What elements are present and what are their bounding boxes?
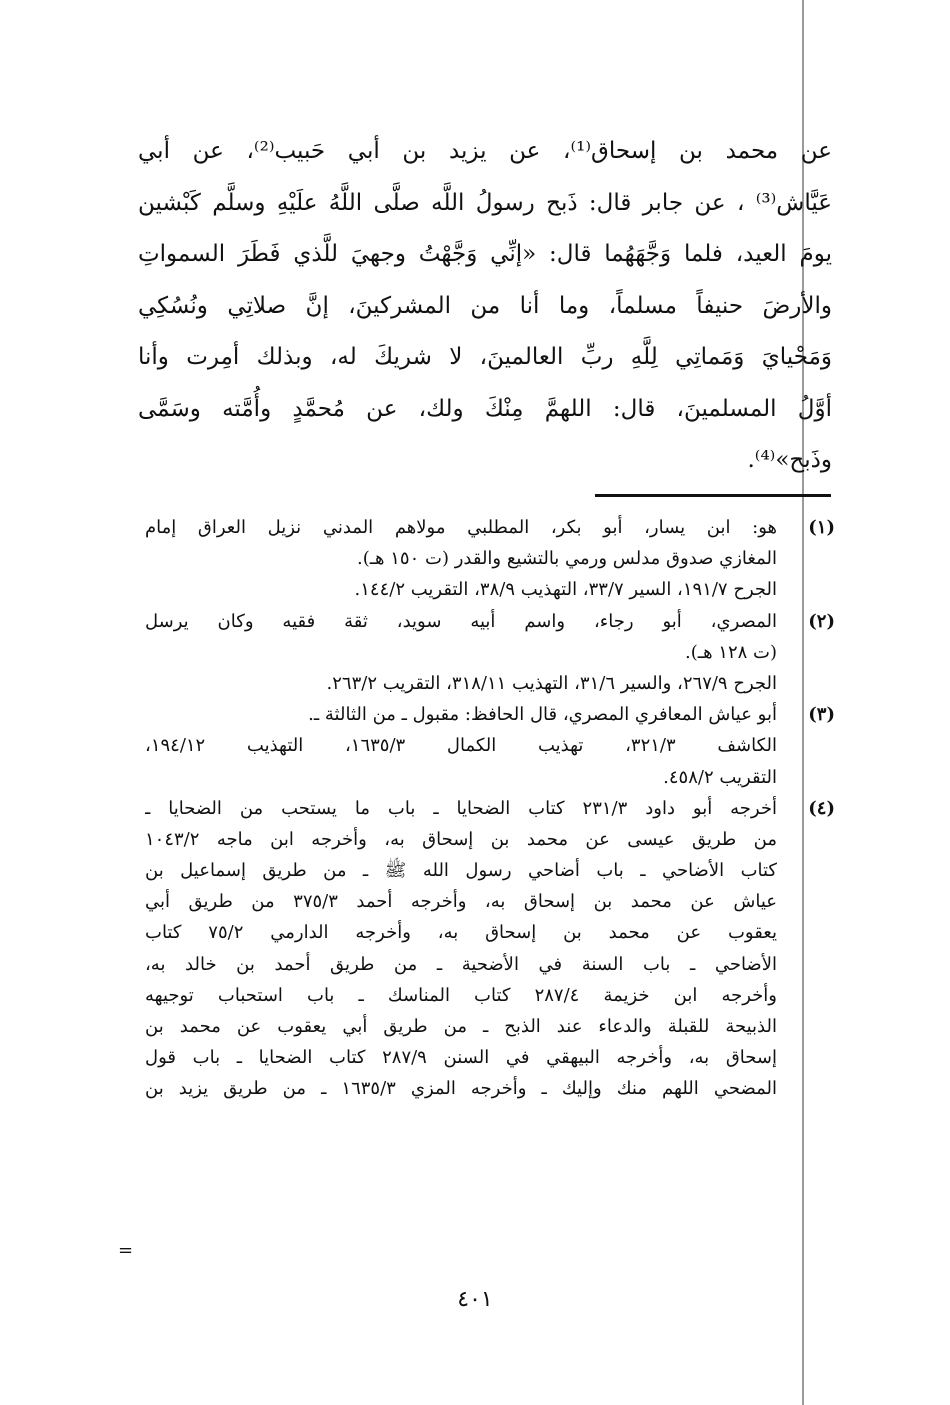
footnote-line: الجرح ٢٦٧/٩، والسير ٣١/٦، التهذيب ٣١٨/١١، التقريب ٢٦٣/٢.	[326, 672, 777, 694]
footnote-4	[145, 793, 835, 1105]
main-text-line: أوَّلُ المسلمينَ، قال: اللهمَّ مِنْكَ ولك، عن مُحمَّدٍ وأُمَّته وسَمَّى	[138, 395, 832, 422]
main-text-line: عن محمد بن إسحاق⁽¹⁾، عن يزيد بن أبي حَبيب⁽²⁾، عن أبي	[138, 138, 832, 164]
footnote-line: عياش عن محمد بن إسحاق به، وأخرجه أحمد ٣٧٥/٣ من طريق أبي	[145, 891, 777, 913]
footnote-line: أخرجه أبو داود ٢٣١/٣ كتاب الضحايا ـ باب ما يستحب من الضحايا ـ	[145, 797, 777, 819]
footnote-number: (٢)	[808, 610, 835, 632]
footnote-line: وأخرجه ابن خزيمة ٢٨٧/٤ كتاب المناسك ـ باب استحباب توجيهه	[145, 984, 777, 1006]
continuation-mark: =	[118, 1240, 134, 1261]
footnote-line: الذبيحة للقبلة والدعاء عند الذبح ـ من طريق أبي يعقوب عن محمد بن	[145, 1016, 777, 1037]
main-text-line: عَيَّاش⁽³⁾ ، عن جابر قال: ذَبح رسولُ اللَّه صلَّى اللَّهُ علَيْهِ وسلَّم كَبْشين	[138, 189, 832, 216]
footnote-line: التقريب ٤٥٨/٢.	[663, 766, 777, 788]
footnote-3	[145, 699, 835, 793]
main-text-line: والأرضَ حنيفاً مسلماً، وما أنا من المشركينَ، إنَّ صلاتِي ونُسُكِي	[138, 292, 832, 319]
footnote-line: من طريق عيسى عن محمد بن إسحاق به، وأخرجه ابن ماجه ١٠٤٣/٢	[145, 828, 777, 850]
footnote-line: المصري، أبو رجاء، واسم أبيه سويد، ثقة فقيه وكان يرسل	[145, 610, 777, 632]
footnote-number: (٣)	[808, 704, 835, 726]
footnote-line: المضحي اللهم منك وإليك ـ وأخرجه المزي ١٦٣٥/٣ ـ من طريق يزيد بن	[145, 1078, 777, 1100]
footnote-line: إسحاق به، وأخرجه البيهقي في السنن ٢٨٧/٩ كتاب الضحايا ـ باب قول	[145, 1047, 777, 1069]
footnote-line: الأضاحي ـ باب السنة في الأضحية ـ من طريق أحمد بن خالد به،	[145, 953, 777, 975]
footnote-line: (ت ١٢٨ هـ).	[685, 641, 777, 663]
footnote-line: يعقوب عن محمد بن إسحاق به، وأخرجه الدارمي ٧٥/٢ كتاب	[145, 922, 777, 944]
main-text	[138, 126, 832, 487]
footnotes	[145, 512, 835, 1105]
footnote-line: هو: ابن يسار، أبو بكر، المطلبي مولاهم المدني نزيل العراق إمام	[145, 517, 777, 538]
main-text-line: يومَ العيد، فلما وَجَّهَهُما قال: «إنِّي وَجَّهْتُ وجهيَ للَّذي فَطَرَ السمواتِ	[138, 241, 832, 267]
footnote-line: الكاشف ٣٢١/٣، تهذيب الكمال ١٦٣٥/٣، التهذيب ١٩٤/١٢،	[145, 735, 777, 757]
footnote-line: كتاب الأضاحي ـ باب أضاحي رسول الله ﷺ ـ من طريق إسماعيل بن	[145, 860, 777, 882]
footnote-2	[145, 606, 835, 700]
footnote-1	[145, 512, 835, 606]
footnote-line: أبو عياش المعافري المصري، قال الحافظ: مقبول ـ من الثالثة ـ.	[308, 704, 777, 726]
main-text-line: وَمَحْيايَ وَمَماتِي لِلَّهِ ربِّ العالمينَ، لا شريكَ له، وبذلك أمِرت وأنا	[138, 344, 832, 370]
footnote-number: (٤)	[808, 797, 835, 819]
footnote-number: (١)	[808, 517, 835, 538]
main-text-line: وذَبح»⁽⁴⁾.	[747, 447, 832, 473]
page-number: ٤٠١	[457, 1287, 493, 1312]
footnote-line: المغازي صدوق مدلس ورمي بالتشيع والقدر (ت ١٥٠ هـ).	[357, 548, 777, 570]
footnote-separator	[595, 494, 831, 497]
footnote-line: الجرح ١٩١/٧، السير ٣٣/٧، التهذيب ٣٨/٩، التقريب ١٤٤/٢.	[354, 579, 777, 601]
